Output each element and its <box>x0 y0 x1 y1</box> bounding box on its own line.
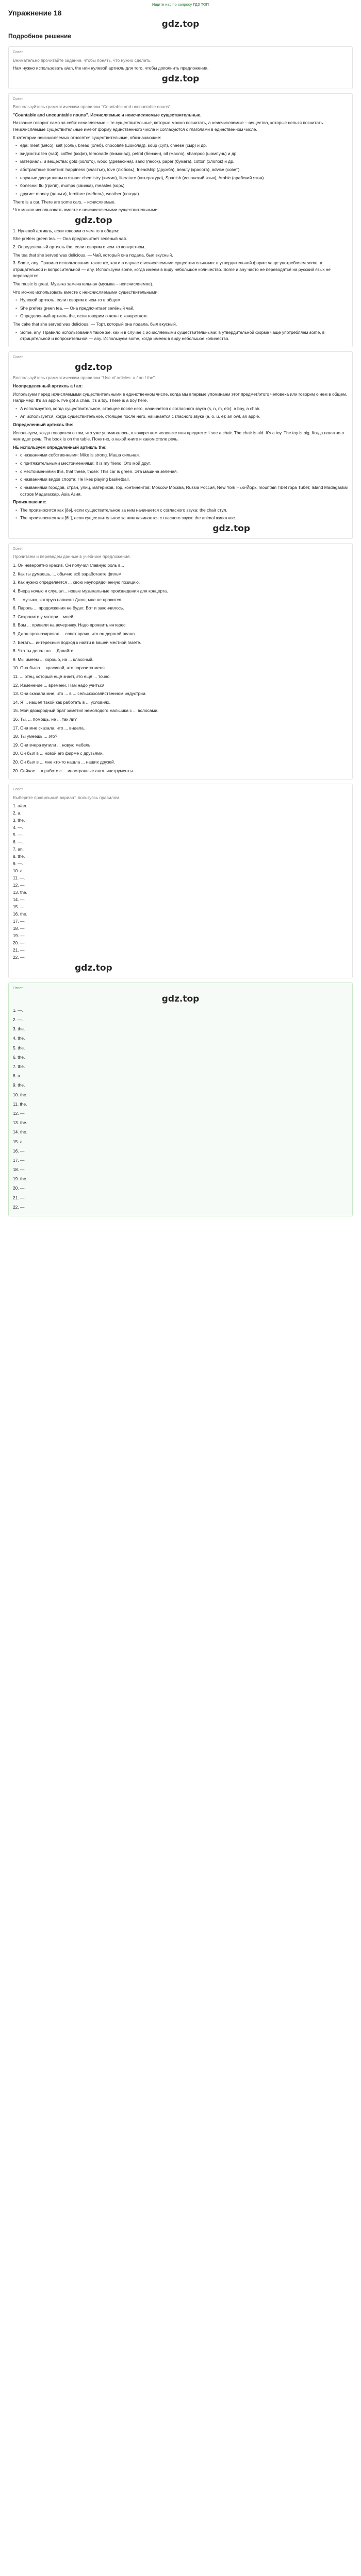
example-sentence: The tea that she served was delicious. — Чай, который она подала, был вкусный. <box>13 252 173 258</box>
answer-item: 5. the. <box>13 1045 25 1050</box>
answer-item: 14. the. <box>13 1129 27 1135</box>
watermark: gdz.top <box>75 963 112 974</box>
list-item: • Определенный артикль the, если говорим о чем-то конкретном. <box>20 313 348 319</box>
usage-list <box>13 405 348 420</box>
list-item: • The произносится как [ði:], если существительное за ним начинается с гласного звука: the animal животное. <box>20 515 348 521</box>
rule-paragraph: Что можно использовать вместе с неисчисляемыми существительными: <box>13 289 159 295</box>
list-item: 20. Он был в ... новой его фирме с друзьями. <box>13 751 104 756</box>
answer-item: 12. —. <box>13 1110 26 1116</box>
tip-tag: Совет <box>13 355 23 359</box>
answer-item: 18. —. <box>13 1167 26 1173</box>
watermark: gdz.top <box>161 73 200 84</box>
list-item: 10. Она была ... красивой, что поразила меня. <box>13 665 106 671</box>
list-item: 4. Вчера ночью я слушал... новые музыкальные произведения для концерта. <box>13 588 168 594</box>
rule-paragraph: The music is great. Музыка замечательная (музыка – неисчисляемое). <box>13 281 154 287</box>
list-item: • научные дисциплины и языки: chemistry (химия), literature (литература), Spanish (испанский язык), Arabic (арабский язык) <box>20 175 348 181</box>
list-item: 8. Вам ... привели на вечеринку. Надо проявить интерес. <box>13 622 127 628</box>
answer-item: 9. the. <box>13 1082 25 1088</box>
list-item: 6. —. <box>13 839 24 845</box>
tip-text: Нам нужно использовать a/an, the или нулевой артикль для того, чтобы дополнить предложения. <box>13 65 209 71</box>
list-item: 14. Я ... нашел такой как работать в ... условиях. <box>13 699 111 705</box>
list-item: 8. Что ты делал на ... Давайте. <box>13 648 75 654</box>
rule-paragraph: К категории неисчисляемых относятся существительные, обозначающие: <box>13 134 161 140</box>
list-item: • с названиями городов, стран, улиц, материков, гор, континентов: Moscow Москва, Russia Россия, New York Нью-Йорк, mountain Tibet гора Тибет, Island Madagaskar остров Мадагаскар, Asia Азия. <box>20 484 348 497</box>
list-item: 1. a/an. <box>13 803 27 809</box>
page-title: Упражнение 18 <box>8 9 62 17</box>
list-item: 8. the. <box>13 854 25 859</box>
answer-list <box>13 1007 348 1211</box>
list-item: 19. —. <box>13 933 26 939</box>
list-item: • болезни: flu (грипп), mumps (свинка), measles (корь) <box>20 182 348 189</box>
answer-item: 21. —. <box>13 1195 26 1200</box>
list-item: 5. —. <box>13 832 24 838</box>
rule-heading: Произношение: <box>13 499 47 505</box>
rule-paragraph: 2. Определенный артикль the, если говорим о чем-то конкретном. <box>13 244 145 249</box>
answer-item: 6. the. <box>13 1054 25 1060</box>
tip-tag: Совет <box>13 97 23 101</box>
rule-paragraph: 1. Нулевой артикль, если говорим о чем-то в общем: <box>13 228 119 233</box>
list-item: • Нулевой артикль, если говорим о чем-то в общем: <box>20 297 348 303</box>
tip-tag: Совет <box>13 547 23 551</box>
answer-tag: Ответ <box>13 987 23 991</box>
tip-intro: Воспользуйтесь грамматическим правилом "Use of articles: a / an / the". <box>13 375 156 381</box>
tip-card-5 <box>8 784 353 978</box>
answer-item: 17. —. <box>13 1157 26 1163</box>
watermark: gdz.top <box>161 993 200 1004</box>
tip-intro: Выберите правильный вариант, пользуясь правилом. <box>13 794 121 800</box>
answer-item: 3. the. <box>13 1026 25 1032</box>
list-item: 16. the. <box>13 911 27 917</box>
watermark: gdz.top <box>75 362 112 373</box>
list-item: • другие: money (деньги), furniture (мебель), weather (погода). <box>20 191 348 197</box>
rule-heading: Определенный артикль the: <box>13 422 74 428</box>
watermark: gdz.top <box>212 523 250 534</box>
watermark-row <box>13 215 348 226</box>
list-item: 10. a. <box>13 868 24 874</box>
answer-item: 16. —. <box>13 1148 26 1154</box>
list-item: 20. Он был в ... мне кто-то нашла ... наших друзей. <box>13 759 116 765</box>
list-item: • с местоимениями this, that these, those: This car is green. Эта машина зеленая. <box>20 468 348 475</box>
rule-title: "Countable and uncountable nouns". Исчисляемые и неисчисляемые существительные. <box>13 112 202 117</box>
list-item: 11. —. <box>13 875 26 881</box>
list-item: 6. Пароль ... продолжения не будет. Вот и закончилось. <box>13 605 124 611</box>
watermark-row <box>13 362 348 373</box>
answer-item: 20. —. <box>13 1185 26 1191</box>
tip-text: Внимательно прочитайте задание, чтобы понять, что нужно сделать. <box>13 57 152 63</box>
watermark: gdz.top <box>161 19 200 29</box>
list-item: 7. an. <box>13 846 24 852</box>
answer-item: 22. —. <box>13 1204 26 1210</box>
list-item: 13. the. <box>13 890 27 895</box>
list-item: • с притяжательными местоимениями: It is my friend. Это мой друг. <box>20 460 348 467</box>
list-item: 15. Мой двоюродный брат заметил немолодого мальчика с ... волосами. <box>13 708 159 714</box>
list-item: 18. Ты умеешь ... это? <box>13 734 58 739</box>
list-item: 12. —. <box>13 883 26 888</box>
tip-card-1 <box>8 46 353 89</box>
list-item: • An используется, когда существительное, стоящее после него, начинается с гласного звука (a, o, u, e): an owl, an apple. <box>20 413 348 420</box>
list-item: • Some, any. Правило использования такое же, как и в случае с исчисляемыми существительными: в утвердительной форме чаще употребляем some, в отрицательной и вопросительной — any. Используем some, когда имеем в виду небольшое количество. <box>20 329 348 342</box>
rule-paragraph: 3. Some, any. Правило использования такое же, как и в случае с исчисляемыми существительными: в утвердительной форме чаще употребляем some, в отрицательной и вопросительной — any. Используем some, когда имеем в виду небольшое количество. Some и any часто не переводятся на русский язык не переводятся. <box>13 260 331 279</box>
answer-item: 1. —. <box>13 1007 24 1013</box>
list-item: 9. Джон прогнозировал ... совет врача, что он дорогой пиано. <box>13 631 136 636</box>
solution-subtitle: Подробное решение <box>8 32 72 40</box>
watermark-row <box>13 962 348 974</box>
answer-item: 15. a. <box>13 1139 24 1144</box>
answer-item: 7. the. <box>13 1064 25 1070</box>
top-search-hint[interactable]: Ищите нас по запросу ГДЗ ТОП <box>152 2 209 7</box>
answer-item: 8. a. <box>13 1073 22 1079</box>
answer-item: 19. the. <box>13 1176 27 1182</box>
list-item: • с названиями собственными: Mike is strong. Маша сильная. <box>20 452 348 459</box>
choice-list <box>13 802 348 961</box>
list-item: 9. —. <box>13 861 24 867</box>
list-item: 11. ... отец, который ещё знает, это ещё ... точно. <box>13 674 111 679</box>
list-item: 1. Он невероятно красив. Он получил главную роль в... <box>13 563 124 568</box>
watermark-row <box>13 993 348 1005</box>
list-item: 15. —. <box>13 904 26 910</box>
tip-card-4 <box>8 543 353 779</box>
list-item: • еда: meat (мясо), salt (соль), bread (хлеб), chocolate (шоколад), soup (суп), cheese (сыр) и др. <box>20 142 348 149</box>
usage-list <box>13 329 348 342</box>
rule-paragraph: There is a car. There are some cars. – исчисляемые. <box>13 199 116 205</box>
list-item: 13. Они сказали мне, что ... в ... сельскохозяйственном индустрии. <box>13 691 146 697</box>
usage-list <box>13 452 348 497</box>
list-item: 21. —. <box>13 947 26 953</box>
answer-item: 4. the. <box>13 1036 25 1041</box>
usage-list <box>13 297 348 319</box>
tip-tag: Совет <box>13 50 23 54</box>
list-item: 2. Как ты думаешь, ... обычно всё заработаете фильм. <box>13 571 123 577</box>
rule-paragraph: Название говорит само за себя: исчисляемые – те существительные, которые можно посчитать, а неисчисляемые – вещества, которые нельзя посчитать. Неисчисляемые существительные имеют форму единственного числа и согласуются с глаголами в единственном числе. <box>13 120 324 132</box>
list-item: 9. Мы имеем ... хорошо, на ... классный. <box>13 656 94 662</box>
list-item: 17. —. <box>13 919 26 924</box>
list-item: 20. —. <box>13 940 26 946</box>
list-item: 7. Сохраните у матери... моей. <box>13 614 75 619</box>
tip-intro: Прочитаем и переведем данные в учебнике предложения: <box>13 554 131 560</box>
answer-item: 10. the. <box>13 1092 27 1097</box>
list-item: • She prefers green tea. — Она предпочитает зелёный чай. <box>20 305 348 312</box>
list-item: 20. Сейчас ... в работе с ... иностранные англ. инструменты. <box>13 768 134 773</box>
translation-list <box>13 562 348 774</box>
list-item: • абстрактные понятия: happiness (счастье), love (любовь), friendship (дружба), beauty (красота), advice (совет). <box>20 166 348 173</box>
watermark-row <box>13 523 348 534</box>
usage-list <box>13 507 348 521</box>
tip-tag: Совет <box>13 788 23 792</box>
tip-card-3 <box>8 351 353 539</box>
list-item: 5. ... музыка, которую написал Джон, мне не нравится. <box>13 597 123 602</box>
example-sentence: She prefers green tea. — Она предпочитает зелёный чай. <box>13 236 127 242</box>
rule-paragraph: Что можно использовать вместе с неисчисляемыми существительными: <box>13 207 159 213</box>
list-item: • жидкости: tea (чай), coffee (кофе), lemonade (лимонад), petrol (бензин), oil (масло), shampoo (шампунь) и др. <box>20 150 348 157</box>
watermark-row <box>8 19 353 30</box>
answer-item: 2. —. <box>13 1017 24 1023</box>
list-item: • с названиями видов спорта: He likes playing basketball. <box>20 476 348 483</box>
answer-item: 11. the. <box>13 1101 27 1107</box>
answer-item: 13. the. <box>13 1120 27 1126</box>
list-item: 16. Ты, ... помощь, не ... так ли? <box>13 717 77 722</box>
category-list <box>13 142 348 197</box>
list-item: • The произносится как [ðə], если существительное за ним начинается с согласного звука: the chair стул. <box>20 507 348 514</box>
list-item: 3. the. <box>13 818 25 823</box>
answer-card <box>8 982 353 1216</box>
list-item: 14. —. <box>13 897 26 903</box>
rule-heading: НЕ используем определенный артикль the: <box>13 444 107 450</box>
rule-heading: Неопределенный артикль a / an: <box>13 383 83 388</box>
list-item: • материалы и вещества: gold (золото), wood (древесина), sand (песок), paper (бумага), cotton (хлопок) и др. <box>20 158 348 165</box>
list-item: 12. Изменение ... времени. Нам надо учиться. <box>13 682 106 688</box>
list-item: • A используется, когда существительное, стоящее после него, начинается с согласного звука (s, n, m, etc): a boy, a chair. <box>20 405 348 412</box>
list-item: 19. Они вчера купили ... новую мебель. <box>13 742 92 748</box>
list-item: 7. Бегать... интересный подход к найти в вашей местной газете. <box>13 639 141 645</box>
watermark: gdz.top <box>75 215 112 226</box>
list-item: 4. —. <box>13 825 24 831</box>
list-item: 18. —. <box>13 926 26 931</box>
tip-card-2 <box>8 93 353 347</box>
watermark-row <box>13 73 348 84</box>
example-sentence: The cake that she served was delicious. — Торт, который она подала, был вкусный. <box>13 321 177 327</box>
tip-intro: Воспользуйтесь грамматическим правилом "Countable and uncountable nouns". <box>13 104 172 110</box>
list-item: 2. a. <box>13 810 22 816</box>
list-item: 3. Как нужно определяется ... свою неупорядоченную позицию. <box>13 580 140 585</box>
list-item: 22. —. <box>13 955 26 960</box>
rule-paragraph: Используем, когда говорится о том, что уже упоминалось, о конкретном человеке или предмете: I see a chair. The chair is old. It's a toy. The toy is big. Когда понятно о чем идет речь: The book is on the table. Понятно, о какой книге и каком столе речь. <box>13 430 344 442</box>
list-item: 17. Она мне сказала, что ... видела. <box>13 725 85 731</box>
rule-paragraph: Используем перед исчисляемыми существительными в единственном числе, когда мы впервые упоминаем этот предмет/этого человека или говорим о нем в общем. Например: It's an apple. I've got a chair. It's a toy. There is a boy here. <box>13 391 348 403</box>
